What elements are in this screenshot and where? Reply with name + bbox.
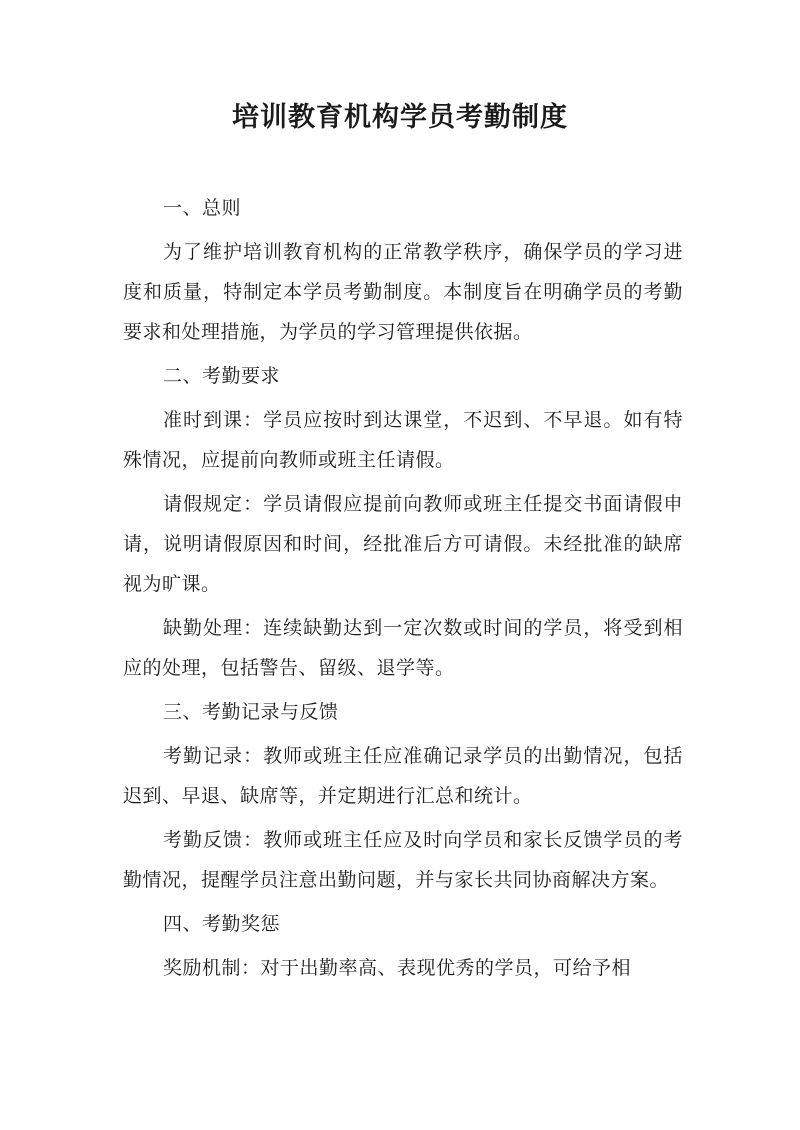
section-heading-general: 一、总则 (163, 197, 242, 219)
section-heading-rewards-penalties: 四、考勤奖惩 (163, 913, 281, 935)
paragraph-reward-mechanism: 奖励机制：对于出勤率高、表现优秀的学员，可给予相 (163, 957, 632, 979)
section-heading-attendance-requirements: 二、考勤要求 (163, 365, 281, 387)
paragraph-general-purpose: 为了维护培训教育机构的正常教学秩序，确保学员的学习进度和质量，特制定本学员考勤制度。本制度旨在明确学员的考勤要求和处理措施，为学员的学习管理提供依据。 (123, 241, 683, 343)
section-heading-records-feedback: 三、考勤记录与反馈 (163, 701, 339, 723)
paragraph-attendance-feedback: 考勤反馈：教师或班主任应及时向学员和家长反馈学员的考勤情况，提醒学员注意出勤问题，并与家长共同协商解决方案。 (123, 829, 683, 891)
paragraph-leave-rules: 请假规定：学员请假应提前向教师或班主任提交书面请假申请，说明请假原因和时间，经批准后方可请假。未经批准的缺席视为旷课。 (123, 493, 683, 595)
document-body (123, 188, 683, 992)
paragraph-attendance-records: 考勤记录：教师或班主任应准确记录学员的出勤情况，包括迟到、早退、缺席等，并定期进行汇总和统计。 (123, 745, 683, 807)
paragraph-absence-handling: 缺勤处理：连续缺勤达到一定次数或时间的学员，将受到相应的处理，包括警告、留级、退学等。 (123, 617, 683, 679)
paragraph-punctuality: 准时到课：学员应按时到达课堂，不迟到、不早退。如有特殊情况，应提前向教师或班主任请假。 (123, 409, 683, 471)
document-title: 培训教育机构学员考勤制度 (232, 102, 568, 133)
